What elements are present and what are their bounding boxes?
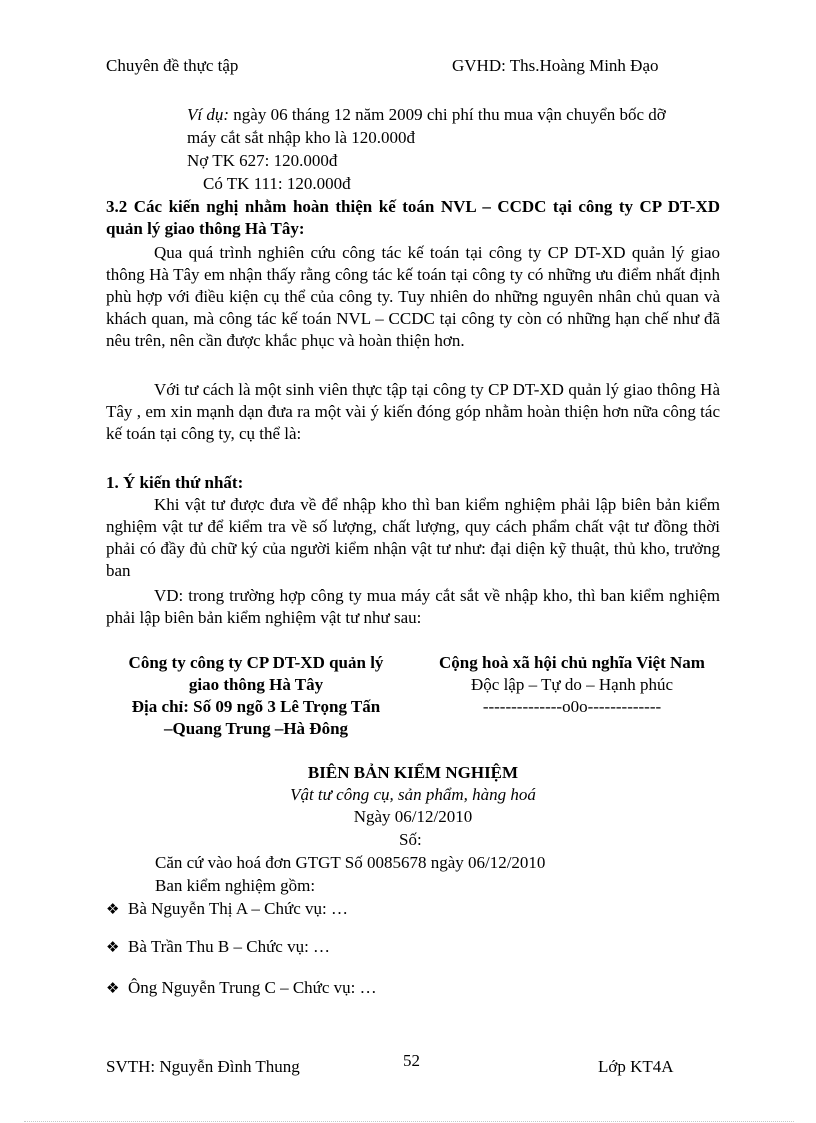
member-item bbox=[106, 978, 377, 998]
member-text: Bà Trần Thu B – Chức vụ: … bbox=[128, 937, 331, 956]
header-right: GVHD: Ths.Hoàng Minh Đạo bbox=[452, 56, 659, 75]
company-address-line2: –Quang Trung –Hà Đông bbox=[163, 719, 349, 738]
opinion-paragraph-2: VD: trong trường hợp công ty mua máy cắt sắt về nhập kho, thì ban kiểm nghiệm phải lập biên bản kiểm nghiệm vật tư như sau: bbox=[106, 586, 720, 627]
form-title: BIÊN BẢN KIỂM NGHIỆM bbox=[307, 763, 519, 782]
section-paragraph-2: Với tư cách là một sinh viên thực tập tại công ty CP DT-XD quản lý giao thông Hà Tây , em xin mạnh dạn đưa ra một vài ý kiến đóng góp nhằm hoàn thiện hơn nữa công tác kế toán tại công ty, cụ thể là: bbox=[106, 380, 720, 443]
example-label: Ví dụ: bbox=[187, 105, 230, 124]
page-edge-divider bbox=[24, 1121, 794, 1122]
company-name-line1: Công ty công ty CP DT-XD quản lý bbox=[128, 653, 384, 672]
member-text: Bà Nguyễn Thị A – Chức vụ: … bbox=[128, 899, 348, 918]
opinion-paragraph-1: Khi vật tư được đưa về để nhập kho thì ban kiểm nghiệm phải lập biên bản kiểm nghiệm vật tư để kiểm tra về số lượng, chất lượng, quy cách phẩm chất vật tư đồng thời phải có đầy đủ chữ ký của người kiểm nhận vật tư như: đại diện kỹ thuật, thủ kho, trưởng ban bbox=[106, 495, 720, 580]
footer-student: SVTH: Nguyễn Đình Thung bbox=[106, 1057, 300, 1076]
example-text: ngày 06 tháng 12 năm 2009 chi phí thu mua vận chuyển bốc dỡ bbox=[229, 105, 666, 124]
company-block bbox=[106, 652, 406, 740]
form-date: Ngày 06/12/2010 bbox=[353, 807, 473, 826]
form-board: Ban kiểm nghiệm gồm: bbox=[155, 876, 316, 895]
form-number: Số: bbox=[399, 830, 422, 849]
company-address-line1: Địa chỉ: Số 09 ngõ 3 Lê Trọng Tấn bbox=[131, 697, 381, 716]
opinion-heading: 1. Ý kiến thứ nhất: bbox=[106, 473, 244, 492]
example-line1 bbox=[187, 104, 666, 126]
member-text: Ông Nguyễn Trung C – Chức vụ: … bbox=[128, 978, 377, 997]
diamond-bullet-icon: ❖ bbox=[106, 979, 120, 997]
example-debit: Nợ TK 627: 120.000đ bbox=[187, 151, 338, 170]
header-left: Chuyên đề thực tập bbox=[106, 56, 239, 75]
footer-class: Lớp KT4A bbox=[598, 1057, 674, 1076]
section-heading: 3.2 Các kiến nghị nhằm hoàn thiện kế toán NVL – CCDC tại công ty CP DT-XD quản lý giao thông Hà Tây: bbox=[106, 197, 720, 238]
member-item bbox=[106, 899, 348, 919]
section-paragraph-1: Qua quá trình nghiên cứu công tác kế toán tại công ty CP DT-XD quản lý giao thông Hà Tây em nhận thấy rằng công tác kế toán tại công ty có những ưu điểm nhất định phù hợp với điều kiện cụ thể của công ty. Tuy nhiên do những nguyên nhân chủ quan và khách quan, mà công tác kế toán NVL – CCDC tại công ty còn có những hạn chế như đã nêu trên, nên cần được khắc phục và hoàn thiện hơn. bbox=[106, 243, 720, 350]
example-line2: máy cắt sắt nhập kho là 120.000đ bbox=[187, 128, 416, 147]
company-name-line2: giao thông Hà Tây bbox=[188, 675, 324, 694]
page-number: 52 bbox=[403, 1051, 420, 1070]
nation-separator: --------------o0o------------- bbox=[482, 697, 662, 716]
form-basis: Căn cứ vào hoá đơn GTGT Số 0085678 ngày 06/12/2010 bbox=[155, 853, 546, 872]
diamond-bullet-icon: ❖ bbox=[106, 938, 120, 956]
nation-title: Cộng hoà xã hội chủ nghĩa Việt Nam bbox=[439, 653, 705, 672]
member-item bbox=[106, 937, 330, 957]
diamond-bullet-icon: ❖ bbox=[106, 900, 120, 918]
nation-motto: Độc lập – Tự do – Hạnh phúc bbox=[471, 675, 673, 694]
form-subtitle: Vật tư công cụ, sản phẩm, hàng hoá bbox=[290, 785, 536, 804]
nation-block bbox=[416, 652, 728, 718]
example-credit: Có TK 111: 120.000đ bbox=[203, 174, 351, 193]
